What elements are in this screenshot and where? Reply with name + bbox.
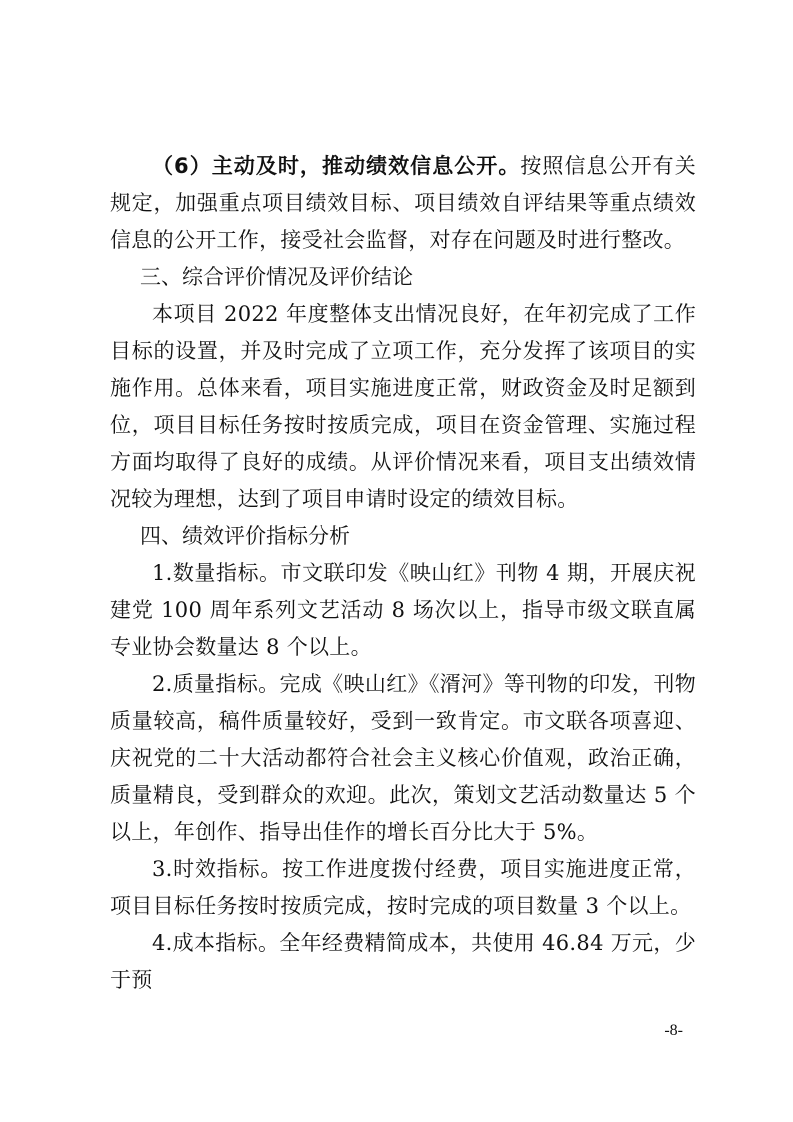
- indicator-timeliness: 3.时效指标。按工作进度拨付经费，项目实施进度正常，项目目标任务按时按质完成，按时完成的项目数量 3 个以上。: [110, 857, 696, 918]
- paragraph-6-lead: （6）主动及时，推动绩效信息公开。: [152, 154, 521, 178]
- section-3-heading: 三、综合评价情况及评价结论: [140, 265, 413, 289]
- indicator-quantity: 1.数量指标。市文联印发《映山红》刊物 4 期，开展庆祝建党 100 周年系列文艺活动 8 场次以上，指导市级文联直属专业协会数量达 8 个以上。: [110, 561, 696, 659]
- page-number: -8-: [664, 1022, 683, 1039]
- section-3-paragraph: 本项目 2022 年度整体支出情况良好，在年初完成了工作目标的设置，并及时完成了立项工作，充分发挥了该项目的实施作用。总体来看，项目实施进度正常，财政资金及时足额到位，项目目标任务按时按质完成，项目在资金管理、实施过程方面均取得了良好的成绩。从评价情况来看，项目支出绩效情况较为理想，达到了项目申请时设定的绩效目标。: [110, 302, 696, 511]
- indicator-quality: 2.质量指标。完成《映山红》《湑河》等刊物的印发，刊物质量较高，稿件质量较好，受到一致肯定。市文联各项喜迎、庆祝党的二十大活动都符合社会主义核心价值观，政治正确，质量精良，受到群众的欢迎。此次，策划文艺活动数量达 5 个以上，年创作、指导出佳作的增长百分比大于 5%。: [110, 672, 696, 844]
- indicator-cost: 4.成本指标。全年经费精简成本，共使用 46.84 万元，少于预: [110, 931, 696, 992]
- paragraph-6-text: 按照信息公开有关规定，加强重点项目绩效目标、项目绩效自评结果等重点绩效信息的公开工作，接受社会监督，对存在问题及时进行整改。: [110, 154, 696, 252]
- paragraph-6: [110, 148, 696, 259]
- document-body: [110, 148, 696, 999]
- section-4-heading: 四、绩效评价指标分析: [140, 524, 350, 548]
